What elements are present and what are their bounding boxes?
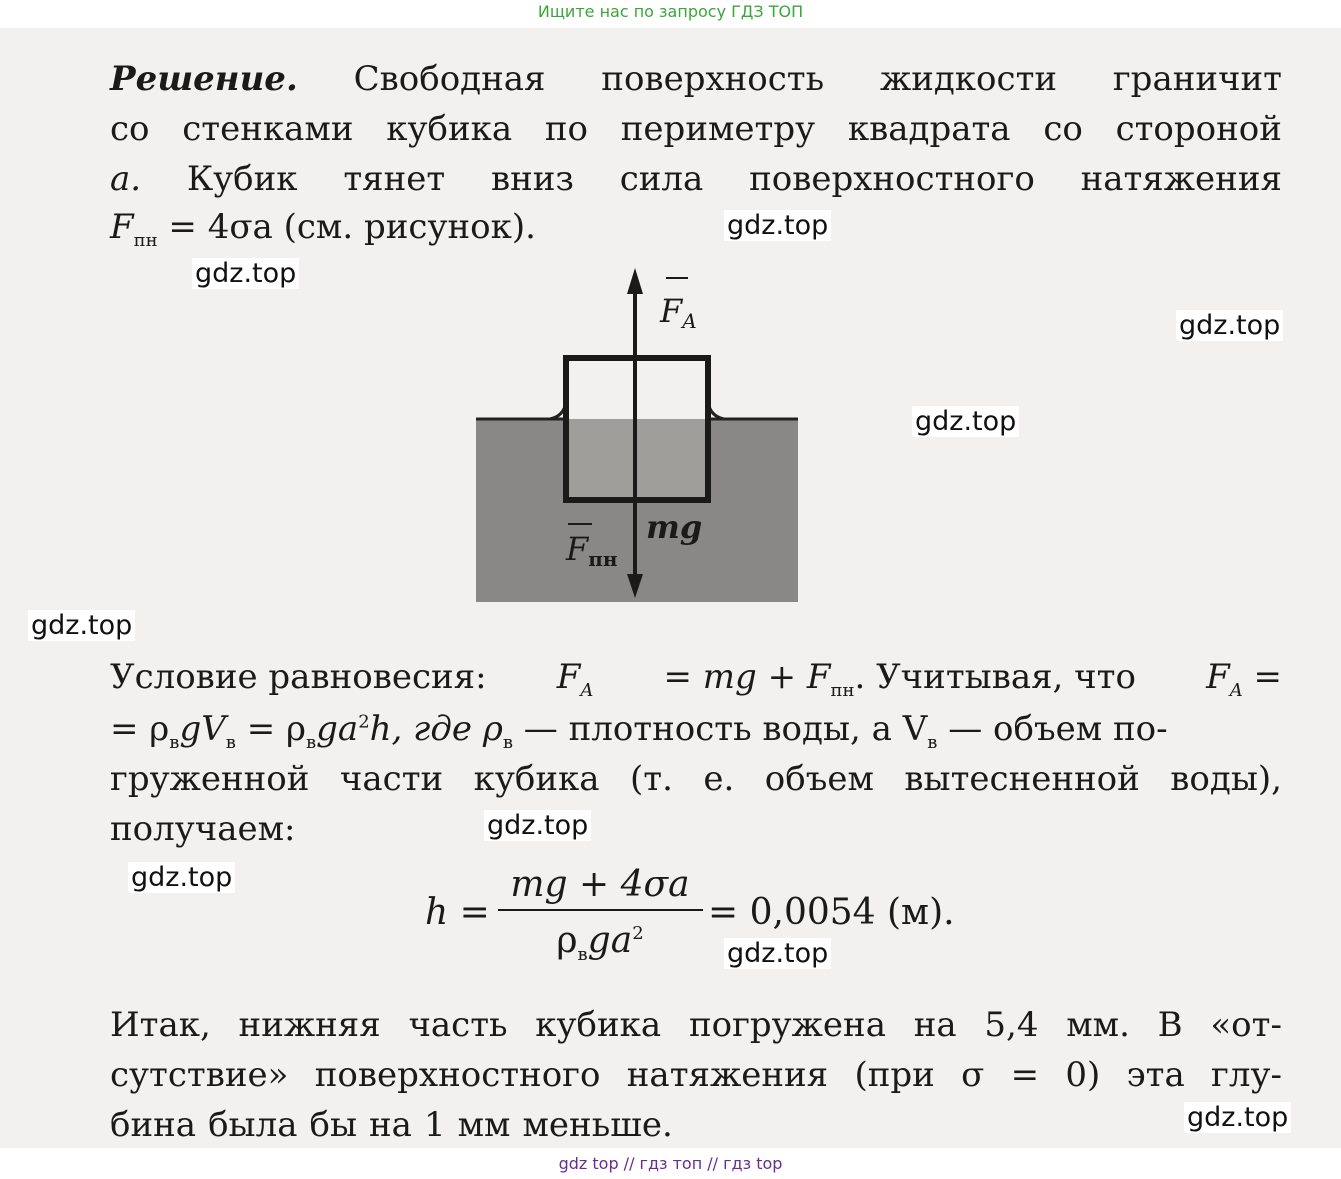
solution-heading: Решение. [110,59,298,99]
label-fpn: Fпн [566,530,618,571]
cube-in-water-figure [470,262,810,607]
watermark: gdz.top [192,258,299,289]
watermark: gdz.top [1176,310,1283,341]
formula-denominator: $\rho_вga^2$ [556,920,644,966]
paragraph3-line2: сутствие» поверхностного натяжения (при σ = 0) эта глу- [110,1055,1282,1095]
paragraph1-line3: a. Кубик тянет вниз сила поверхностного натяжения [110,159,1282,199]
watermark: gdz.top [484,810,591,841]
formula-numerator: mg + 4σa [510,864,690,905]
watermark: gdz.top [724,210,831,241]
watermark: gdz.top [724,938,831,969]
watermark: gdz.top [1184,1102,1291,1133]
fraction-bar [498,909,703,911]
paragraph1-line2: со стенками кубика по периметру квадрата со стороной [110,109,1282,149]
paragraph2-line2: = $\rho_вgV_в = \rho_вga^2h$, где $\rho_в$ — плотность воды, а $V_в$ — объем по- [110,709,1168,753]
top-banner[interactable]: Ищите нас по запросу ГДЗ ТОП [537,2,804,21]
paragraph3-line1: Итак, нижняя часть кубика погружена на 5,4 мм. В «от- [110,1005,1282,1045]
depth-formula: h = mg + 4σa $\rho_вga^2$ = 0,0054 (м). [425,864,955,966]
paragraph1-line1: Решение. Свободная поверхность жидкости граничит [110,59,1282,99]
watermark: gdz.top [128,862,235,893]
label-mg: mg [646,508,703,546]
paragraph2-line3: груженной части кубика (т. е. объем вытесненной воды), [110,759,1282,799]
arrowhead-up [627,268,643,294]
bottom-banner[interactable]: gdz top // гдз топ // гдз top [558,1154,783,1173]
paragraph2-line4: получаем: [110,809,296,849]
paragraph1-line4: $F_{пн} = 4\sigma a$ (см. рисунок). [110,207,536,251]
label-fa: FA [660,292,697,333]
watermark: gdz.top [912,406,1019,437]
watermark: gdz.top [28,610,135,641]
paragraph3-line3: бина была бы на 1 мм меньше. [110,1105,673,1145]
paragraph2-line1: Условие равновесия: $F_A$ = mg + $F_{пн}$. Учитывая, что $F_A$ = [110,657,1282,701]
